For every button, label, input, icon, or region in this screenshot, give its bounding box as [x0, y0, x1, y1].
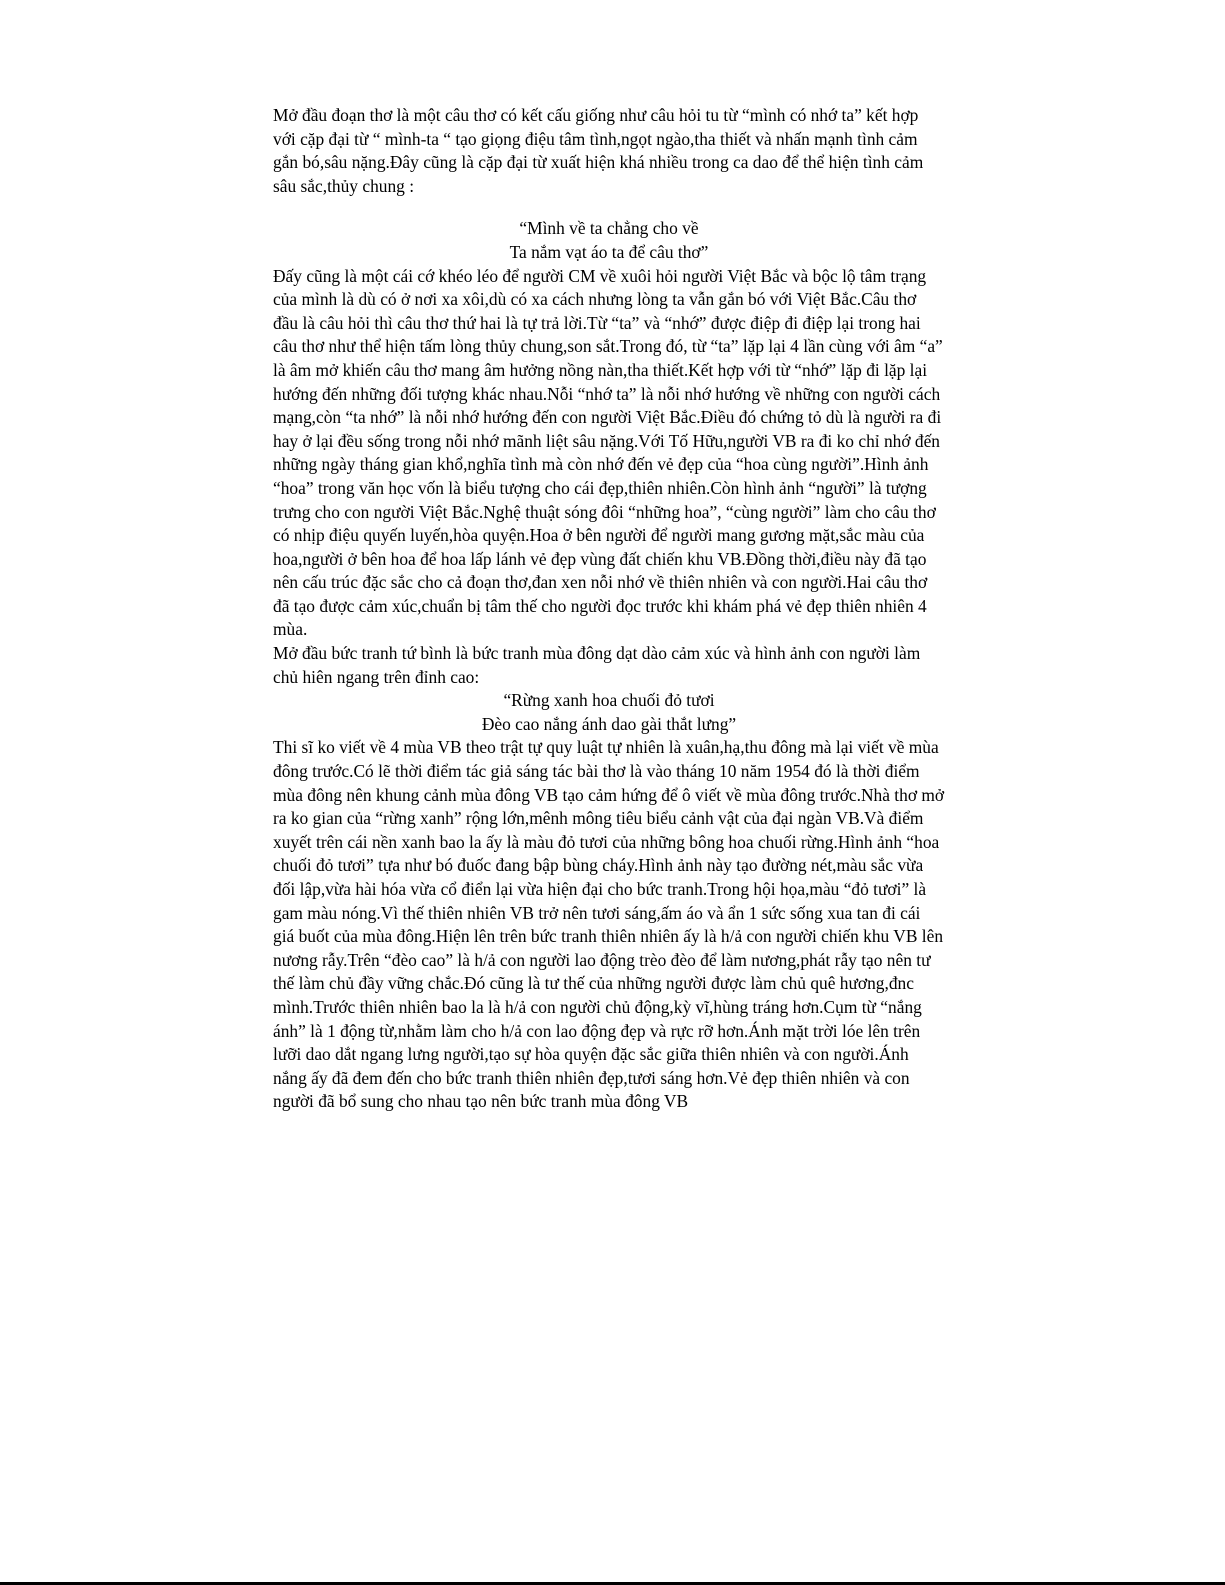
paragraph-analysis-2: Thi sĩ ko viết về 4 mùa VB theo trật tự quy luật tự nhiên là xuân,hạ,thu đông mà lại viết về mùa đông trước.Có lẽ thời điểm tác giả sáng tác bài thơ là vào tháng 10 năm 1954 đó là thời điểm mùa đông nên khung cảnh mùa đông VB tạo cảm hứng để ô viết về mùa đông trước.Nhà thơ mở ra ko gian của “rừng xanh” rộng lớn,mênh mông tiêu biểu cảnh vật của đại ngàn VB.Và điểm xuyết trên cái nền xanh bao la ấy là màu đỏ tươi của những bông hoa chuối rừng.Hình ảnh “hoa chuối đỏ tươi” tựa như bó đuốc đang bập bùng cháy.Hình ảnh này tạo đường nét,màu sắc vừa đối lập,vừa hài hóa vừa cổ điển lại vừa hiện đại cho bức tranh.Trong hội họa,màu “đỏ tươi” là gam màu nóng.Vì thế thiên nhiên VB trở nên tươi sáng,ấm áo và ẩn 1 sức sống xua tan đi cái giá buốt của mùa đông.Hiện lên trên bức tranh thiên nhiên ấy là h/ả con người chiến khu VB lên nương rẫy.Trên “đèo cao” là h/ả con người lao động trèo đèo để làm nương,phát rẫy tạo nên tư thế làm chủ đầy vững chắc.Đó cũng là tư thế của những người được làm chủ quê hương,đnc mình.Trước thiên nhiên bao la là h/ả con người chủ động,kỳ vĩ,hùng tráng hơn.Cụm từ “nắng ánh” là 1 động từ,nhằm làm cho h/ả con lao động đẹp và rực rỡ hơn.Ánh mặt trời lóe lên trên lưỡi dao dắt ngang lưng người,tạo sự hòa quyện đặc sắc giữa thiên nhiên và con người.Ánh nắng ấy đã đem đến cho bức tranh thiên nhiên đẹp,tươi sáng hơn.Vẻ đẹp thiên nhiên và con người đã bổ sung cho nhau tạo nên bức tranh mùa đông VB: [273, 737, 945, 1112]
verse-1-line-2: Ta nắm vạt áo ta để câu thơ”: [509, 241, 709, 262]
verse-2-line-1: “Rừng xanh hoa chuối đỏ tươi: [503, 690, 715, 711]
document-body: [273, 104, 945, 1114]
paragraph-winter-intro: Mở đầu bức tranh tứ bình là bức tranh mùa đông dạt dào cảm xúc và hình ảnh con người làm chủ hiên ngang trên đỉnh cao:: [273, 643, 921, 687]
paragraph-analysis-1: Đấy cũng là một cái cớ khéo léo để người CM về xuôi hỏi người Việt Bắc và bộc lộ tâm trạng của mình là dù có ở nơi xa xôi,dù có xa cách nhưng lòng ta vẫn gắn bó với Việt Bắc.Câu thơ đầu là câu hỏi thì câu thơ thứ hai là tự trả lời.Từ “ta” và “nhớ” được điệp đi điệp lại trong hai câu thơ như thể hiện tấm lòng thủy chung,son sắt.Trong đó, từ “ta” lặp lại 4 lần cùng với âm “a” là âm mở khiến câu thơ mang âm hưởng nồng nàn,tha thiết.Kết hợp với từ “nhớ” lặp đi lặp lại hướng đến những đối tượng khác nhau.Nỗi “nhớ ta” là nỗi nhớ hướng về những con người cách mạng,còn “ta nhớ” là nỗi nhớ hướng đến con người Việt Bắc.Điều đó chứng tỏ dù là người ra đi hay ở lại đều sống trong nỗi nhớ mãnh liệt sâu nặng.Với Tố Hữu,người VB ra đi ko chỉ nhớ đến những ngày tháng gian khổ,nghĩa tình mà còn nhớ đến vẻ đẹp của “hoa cùng người”.Hình ảnh “hoa” trong văn học vốn là biểu tượng cho cái đẹp,thiên nhiên.Còn hình ảnh “người” là tượng trưng cho con người Việt Bắc.Nghệ thuật sóng đôi “những hoa”, “cùng người” làm cho câu thơ có nhịp điệu quyến luyến,hòa quyện.Hoa ở bên người để người mang gương mặt,sắc màu của hoa,người ở bên hoa để hoa lấp lánh vẻ đẹp vùng đất chiến khu VB.Đồng thời,điều này đã tạo nên cấu trúc đặc sắc cho cả đoạn thơ,đan xen nỗi nhớ về thiên nhiên và con người.Hai câu thơ đã tạo được cảm xúc,chuẩn bị tâm thế cho người đọc trước khi khám phá vẻ đẹp thiên nhiên 4 mùa.: [273, 265, 943, 640]
paragraph-intro: Mở đầu đoạn thơ là một câu thơ có kết cấu giống như câu hỏi tu từ “mình có nhớ ta” kết hợp với cặp đại từ “ mình-ta “ tạo giọng điệu tâm tình,ngọt ngào,tha thiết và nhấn mạnh tình cảm gắn bó,sâu nặng.Đây cũng là cặp đại từ xuất hiện khá nhiều trong ca dao để thể hiện tình cảm sâu sắc,thủy chung :: [273, 105, 924, 196]
verse-2-line-2: Đèo cao nắng ánh dao gài thắt lưng”: [481, 713, 737, 734]
paragraph-spacer: [273, 198, 945, 217]
verse-1-line-1: “Mình về ta chẳng cho về: [519, 218, 699, 239]
